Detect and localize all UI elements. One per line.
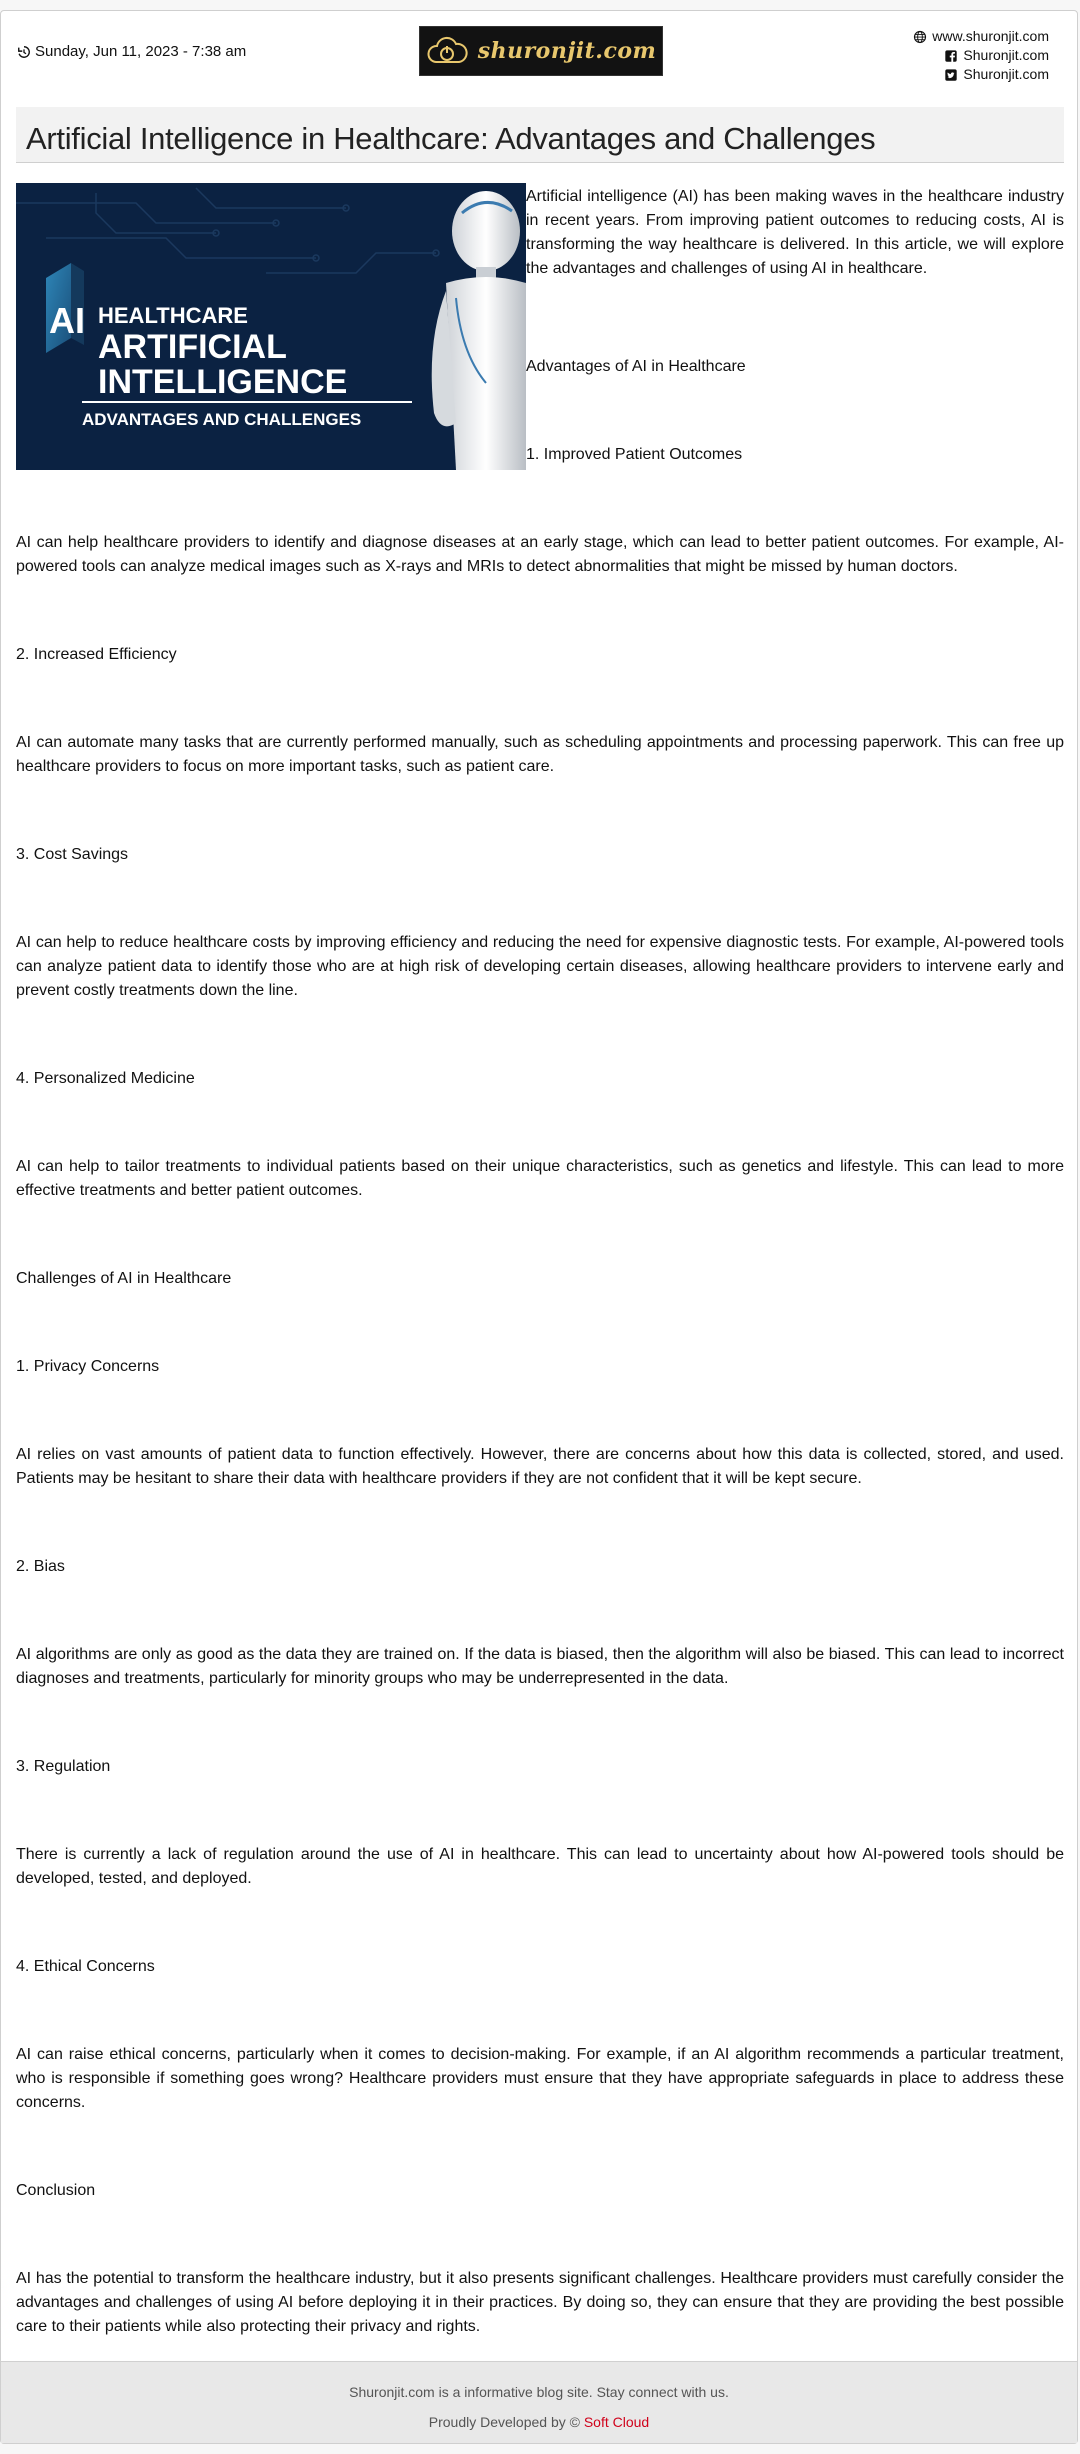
article-title-bar <box>16 107 1064 163</box>
adv2-text: AI can automate many tasks that are currently performed manually, such as scheduling appointments and processing paperwork. This can free up healthcare providers to focus on more important tasks, such as patient care. <box>16 734 1064 775</box>
footer-tagline: Shuronjit.com is a informative blog site. Stay connect with us. <box>349 2384 729 2400</box>
globe-icon <box>913 30 927 44</box>
ch4-heading: 4. Ethical Concerns <box>16 1958 155 1975</box>
ch1-text: AI relies on vast amounts of patient data to function effectively. However, there are concerns about how this data is collected, stored, and used. Patients may be hesitant to share their data with healthcare providers if they are not confident that it will be kept secure. <box>16 1446 1064 1487</box>
history-icon <box>17 45 31 59</box>
page <box>0 10 1078 2444</box>
ch4-text: AI can raise ethical concerns, particularly when it comes to decision-making. For example, if an AI algorithm recommends a particular treatment, who is responsible if something goes wrong? Healthcare providers must ensure that they have appropriate safeguards in place to address these concerns. <box>16 2046 1064 2111</box>
cloud-power-icon <box>426 34 468 68</box>
article-intro <box>526 185 1064 281</box>
ch2-heading: 2. Bias <box>16 1558 65 1575</box>
hero-illustration <box>16 183 526 470</box>
intro-paragraph: Artificial intelligence (AI) has been making waves in the healthcare industry in recent years. From improving patient outcomes to reducing costs, AI is transforming the way healthcare is delivered. In this article, we will explore the advantages and challenges of using AI in healthcare. <box>526 188 1064 277</box>
hero-line-1: HEALTHCARE <box>98 303 248 328</box>
hero-badge-text: AI <box>49 300 85 341</box>
ch2-text: AI algorithms are only as good as the data they are trained on. If the data is biased, then the algorithm will also be biased. This can lead to incorrect diagnoses and treatments, particularly for minority groups who may be underrepresented in the data. <box>16 1646 1064 1687</box>
ch3-heading: 3. Regulation <box>16 1758 111 1775</box>
facebook-link[interactable] <box>913 46 1049 65</box>
hero-image <box>16 183 526 470</box>
ch3-text: There is currently a lack of regulation around the use of AI in healthcare. This can lead to uncertainty about how AI-powered tools should be developed, tested, and deployed. <box>16 1846 1064 1887</box>
adv1-heading: 1. Improved Patient Outcomes <box>526 446 743 463</box>
developer-link[interactable]: Soft Cloud <box>583 2414 650 2430</box>
conclusion-text: AI has the potential to transform the healthcare industry, but it also presents significant challenges. Healthcare providers must carefully consider the advantages and challenges of using AI before deploying it in their practices. By doing so, they can ensure that they are providing the best possible care to their patients while also protecting their privacy and rights. <box>16 2270 1064 2335</box>
hero-line-3: INTELLIGENCE <box>98 363 348 401</box>
adv2-heading: 2. Increased Efficiency <box>16 646 177 663</box>
hero-line-2: ARTIFICIAL <box>98 328 287 366</box>
challenges-heading: Challenges of AI in Healthcare <box>16 1270 232 1287</box>
website-text: www.shuronjit.com <box>932 28 1049 44</box>
footer-credit <box>1 2414 1077 2430</box>
adv3-heading: 3. Cost Savings <box>16 846 129 863</box>
site-header <box>1 11 1077 101</box>
footer-credit-prefix: Proudly Developed by © <box>428 2414 584 2430</box>
date-stamp <box>17 43 246 60</box>
conclusion-heading: Conclusion <box>16 2182 96 2199</box>
adv4-heading: 4. Personalized Medicine <box>16 1070 195 1087</box>
advantages-heading: Advantages of AI in Healthcare <box>526 358 746 375</box>
site-logo[interactable] <box>419 26 663 76</box>
contact-links <box>913 27 1049 84</box>
adv3-text: AI can help to reduce healthcare costs by improving efficiency and reducing the need for expensive diagnostic tests. For example, AI-powered tools can analyze patient data to identify those who are at high risk of developing certain diseases, allowing healthcare providers to intervene early and prevent costly treatments down the line. <box>16 934 1064 999</box>
twitter-text: Shuronjit.com <box>963 66 1049 82</box>
hero-line-4: ADVANTAGES AND CHALLENGES <box>82 410 362 429</box>
facebook-icon <box>944 49 958 63</box>
twitter-link[interactable] <box>913 65 1049 84</box>
ch1-heading: 1. Privacy Concerns <box>16 1358 160 1375</box>
logo-text: shuronjit.com <box>477 38 657 64</box>
twitter-icon <box>944 68 958 82</box>
date-text: Sunday, Jun 11, 2023 - 7:38 am <box>35 43 247 60</box>
site-footer <box>1 2361 1077 2443</box>
facebook-text: Shuronjit.com <box>963 47 1049 63</box>
adv4-text: AI can help to tailor treatments to individual patients based on their unique characteristics, such as genetics and lifestyle. This can lead to more effective treatments and better patient outcomes. <box>16 1158 1064 1199</box>
adv1-text: AI can help healthcare providers to identify and diagnose diseases at an early stage, which can lead to better patient outcomes. For example, AI-powered tools can analyze medical images such as X-rays and MRIs to detect abnormalities that might be missed by human doctors. <box>16 534 1064 575</box>
article-title: Artificial Intelligence in Healthcare: Advantages and Challenges <box>26 121 876 156</box>
website-link[interactable] <box>913 27 1049 46</box>
